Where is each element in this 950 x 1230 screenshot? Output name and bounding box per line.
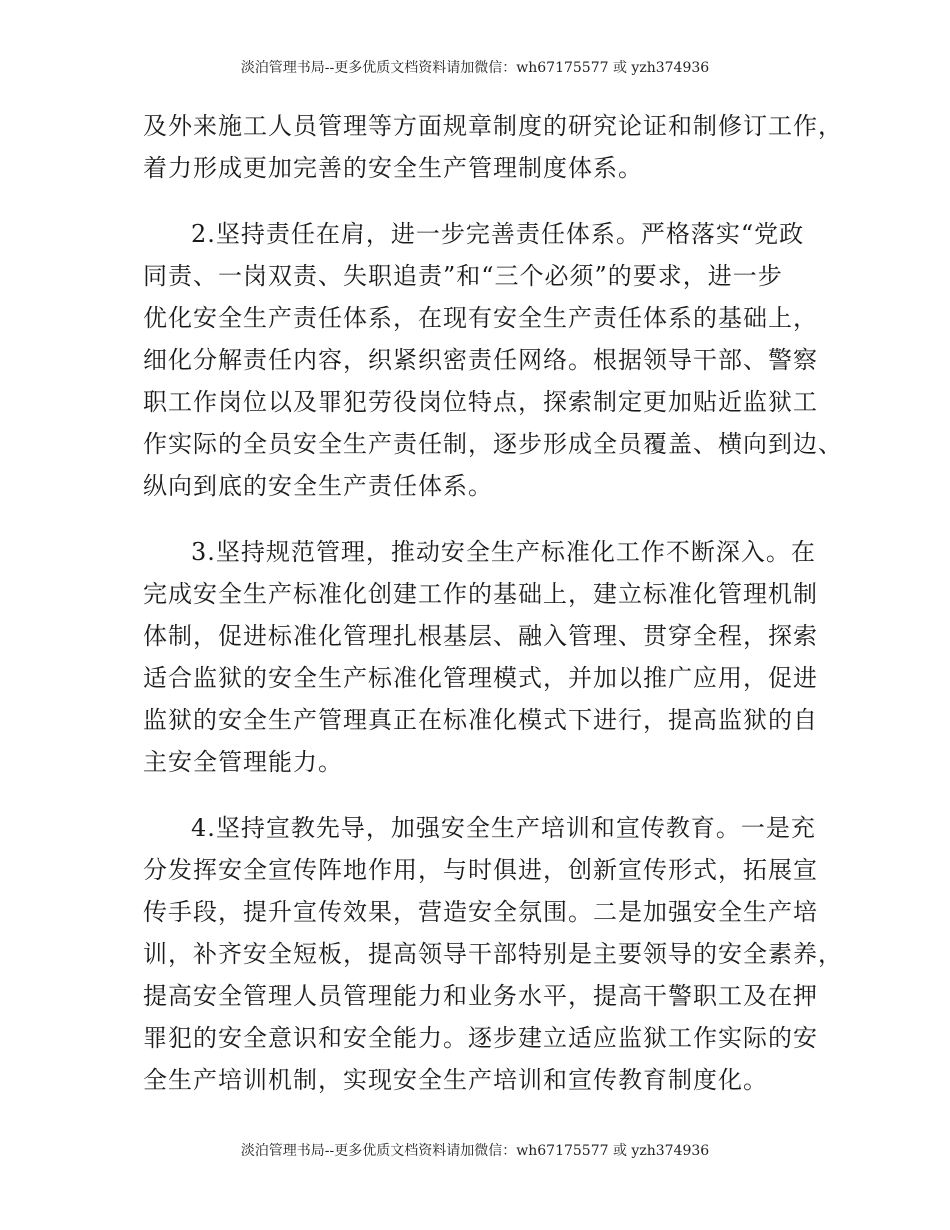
- text-line: 分发挥安全宣传阵地作用，与时俱进，创新宣传形式，拓展宣: [143, 856, 818, 884]
- text-line: 传手段，提升宣传效果，营造安全氛围。二是加强安全生产培: [143, 898, 818, 926]
- text-line: 同责、一岗双责、失职追责”和“三个必须”的要求，进一步: [143, 262, 783, 290]
- text-line: 提高安全管理人员管理能力和业务水平，提高干警职工及在押: [143, 982, 818, 1010]
- text-line: 职工作岗位以及罪犯劳役岗位特点，探索制定更加贴近监狱工: [143, 388, 818, 416]
- paragraph-standardization: [143, 531, 827, 783]
- text-line: 适合监狱的安全生产标准化管理模式，并加以推广应用，促进: [143, 664, 818, 692]
- page-footer: 淡泊管理书局--更多优质文档资料请加微信：wh67175577 或 yzh374936: [240, 1143, 710, 1159]
- text-line: 作实际的全员安全生产责任制，逐步形成全员覆盖、横向到边、: [143, 430, 843, 458]
- text-line: 3.坚持规范管理，推动安全生产标准化工作不断深入。在: [191, 538, 816, 566]
- text-line: 监狱的安全生产管理真正在标准化模式下进行，提高监狱的自: [143, 706, 818, 734]
- text-line: 全生产培训机制，实现安全生产培训和宣传教育制度化。: [143, 1066, 768, 1094]
- text-line: 纵向到底的安全生产责任体系。: [143, 472, 493, 500]
- paragraph-continuation: [143, 105, 843, 189]
- text-line: 着力形成更加完善的安全生产管理制度体系。: [143, 154, 643, 182]
- document-body: [143, 105, 843, 1125]
- text-line: 主安全管理能力。: [143, 748, 343, 776]
- text-line: 优化安全生产责任体系，在现有安全生产责任体系的基础上，: [143, 304, 818, 332]
- paragraph-responsibility: [143, 213, 843, 507]
- text-line: 4.坚持宣教先导，加强安全生产培训和宣传教育。一是充: [191, 814, 816, 842]
- text-line: 罪犯的安全意识和安全能力。逐步建立适应监狱工作实际的安: [143, 1024, 818, 1052]
- text-line: 细化分解责任内容，织紧织密责任网络。根据领导干部、警察: [143, 346, 818, 374]
- page-header: 淡泊管理书局--更多优质文档资料请加微信：wh67175577 或 yzh374936: [240, 60, 710, 76]
- paragraph-education: [143, 807, 843, 1101]
- text-line: 体制，促进标准化管理扎根基层、融入管理、贯穿全程，探索: [143, 622, 818, 650]
- text-line: 2.坚持责任在肩，进一步完善责任体系。严格落实“党政: [191, 220, 805, 248]
- text-line: 完成安全生产标准化创建工作的基础上，建立标准化管理机制: [143, 580, 818, 608]
- text-line: 训，补齐安全短板，提高领导干部特别是主要领导的安全素养，: [143, 940, 843, 968]
- text-line: 及外来施工人员管理等方面规章制度的研究论证和制修订工作，: [143, 112, 843, 140]
